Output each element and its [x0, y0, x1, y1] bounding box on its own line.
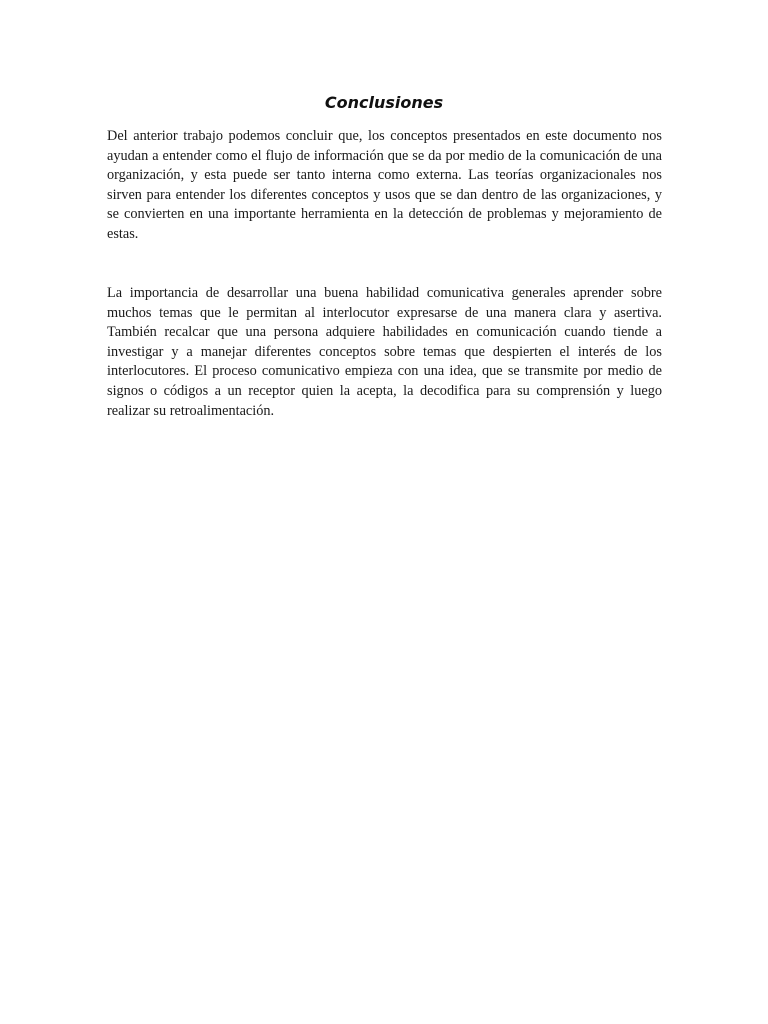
page-title: Conclusiones	[324, 93, 444, 112]
paragraph-1: Del anterior trabajo podemos concluir que, los conceptos presentados en este documento nos ayudan a entender como el flujo de información que se da por medio de la comunicación de una organización, y esta puede ser tanto interna como externa. Las teorías organizacionales nos sirven para entender los diferentes conceptos y usos que se dan dentro de las organizaciones, y se convierten en una importante herramienta en la detección de problemas y mejoramiento de estas.	[107, 128, 662, 242]
paragraph-2: La importancia de desarrollar una buena habilidad comunicativa generales aprender sobre muchos temas que le permitan al interlocutor expresarse de una manera clara y asertiva. También recalcar que una persona adquiere habilidades en comunicación cuando tiende a investigar y a manejar diferentes conceptos sobre temas que despierten el interés de los interlocutores. El proceso comunicativo empieza con una idea, que se transmite por medio de signos o códigos a un receptor quien la acepta, la decodifica para su comprensión y luego realizar su retroalimentación.	[107, 285, 662, 419]
